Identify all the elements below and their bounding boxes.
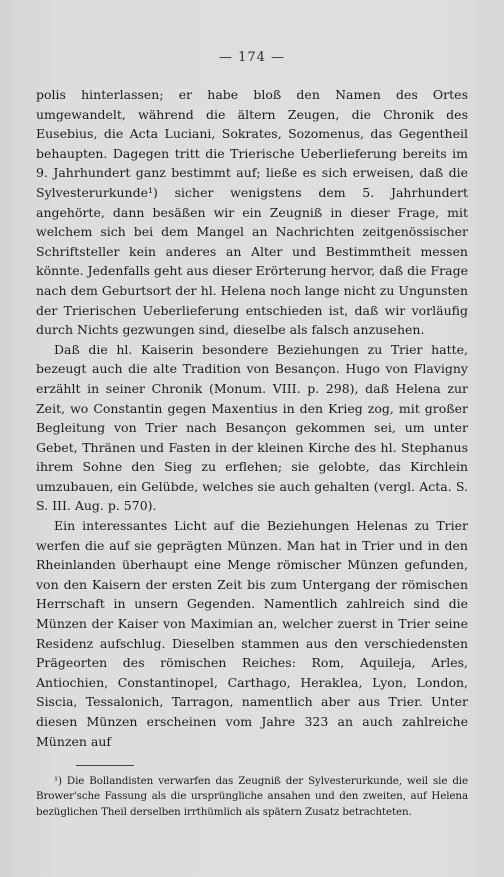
page-number: — 174 — — [218, 50, 286, 65]
paragraph-1: polis hinterlassen; er habe bloß den Namen des Ortes umgewandelt, während die ältern Zeugen, die Chronik des Eusebius, die Acta Luciani, Sokrates, Sozomenus, das Gegentheil behaupten. Dagegen tritt die Trierische Ueberlieferung bereits im 9. Jahrhundert ganz bestimmt auf; ließe es sich erweisen, daß die Sylvesterurkunde¹) sicher wenigstens dem 5. Jahrhundert angehörte, dann besäßen wir ein Zeugniß in dieser Frage, mit welchem sich bei dem Mangel an Nachrichten zeitgenössischer Schriftsteller kein anderes an Alter und Bestimmtheit messen könnte. Jedenfalls geht aus dieser Erörterung hervor, daß die Frage nach dem Geburtsort der hl. Helena noch lange nicht zu Ungunsten der Trierischen Ueberlieferung entschieden ist, daß wir vorläufig durch Nichts gezwungen sind, dieselbe als falsch anzusehen. — [36, 87, 468, 338]
footnote-separator — [76, 765, 134, 766]
footnote — [36, 774, 468, 820]
main-text — [36, 85, 468, 751]
paragraph-3: Ein interessantes Licht auf die Beziehungen Helenas zu Trier werfen die auf sie geprägten Münzen. Man hat in Trier und in den Rheinlanden überhaupt eine Menge römischer Münzen gefunden, von den Kaisern der ersten Zeit bis zum Untergang der römischen Herrschaft in unsern Gegenden. Namentlich zahlreich sind die Münzen der Kaiser von Maximian an, welcher zuerst in Trier seine Residenz aufschlug. Dieselben stammen aus den verschiedensten Prägeorten des römischen Reiches: Rom, Aquileja, Arles, Antiochien, Constantinopel, Carthago, Heraklea, Lyon, London, Siscia, Tessalonich, Tarragon, namentlich aber aus Trier. Unter diesen Münzen erscheinen vom Jahre 323 an auch zahlreiche Münzen auf — [36, 518, 468, 749]
footnote-text: ¹) Die Bollandisten verwarfen das Zeugniß der Sylvesterurkunde, weil sie die Brower'sche Fassung als die ursprüngliche ansahen und den zweiten, auf Helena bezüglichen Theil derselben irrthümlich als spätern Zusatz betrachteten. — [36, 775, 468, 818]
paragraph-2: Daß die hl. Kaiserin besondere Beziehungen zu Trier hatte, bezeugt auch die alte Tradition von Besançon. Hugo von Flavigny erzählt in seiner Chronik (Monum. VIII. p. 298), daß Helena zur Zeit, wo Constantin gegen Maxentius in den Krieg zog, mit großer Begleitung von Trier nach Besançon gekommen sei, um unter Gebet, Thränen und Fasten in der kleinen Kirche des hl. Stephanus ihrem Sohne den Sieg zu erflehen; sie gelobte, das Kirchlein umzubauen, ein Gelübde, welches sie auch gehalten (vergl. Acta. S. S. III. Aug. p. 570). — [36, 341, 468, 514]
